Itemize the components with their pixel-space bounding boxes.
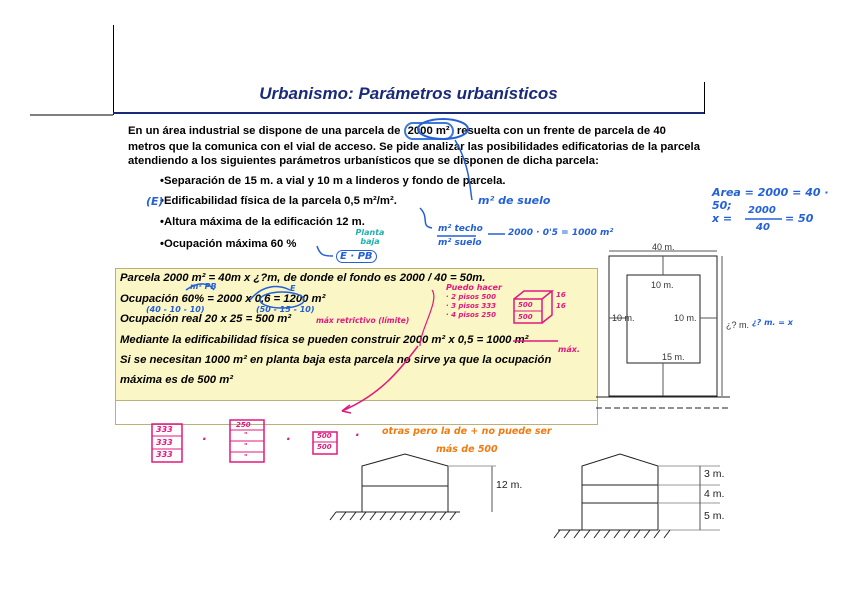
hw-stack1-a: 333 <box>156 425 173 434</box>
bullet-edificabilidad: •Edificabilidad física de la parcela 0,5 m²/m². <box>160 195 397 207</box>
hw-dot-3: · <box>355 428 360 442</box>
hw-x-numerator: 2000 <box>748 205 776 216</box>
hw-calc-40: (40 - 10 - 10) <box>146 305 205 314</box>
hw-stack2-a: 250 <box>236 421 251 429</box>
calc-line-ocupacion-real: Ocupación real 20 x 25 = 500 m² <box>120 313 292 325</box>
hw-x-denominator: 40 <box>756 222 770 233</box>
hw-area-formula: Area = 2000 = 40 · 50; <box>712 186 829 212</box>
hw-E-small: E <box>290 284 296 293</box>
elevation-left-building <box>362 454 448 512</box>
hw-m2-techo: m² techo <box>438 224 483 234</box>
elevation-right-floor-5m: 5 m. <box>704 510 725 522</box>
page-title: Urbanismo: Parámetros urbanísticos <box>259 84 558 103</box>
bullet-altura: •Altura máxima de la edificación 12 m. <box>160 216 365 228</box>
hw-stack1-b: 333 <box>156 438 173 447</box>
plan-label-left: 10 m. <box>612 313 635 323</box>
hw-dot-2: · <box>286 432 291 446</box>
hw-box-500b: 500 <box>518 313 533 321</box>
elevation-right-hatch <box>554 530 670 538</box>
calc-line-conclusion-2: máxima es de 500 m² <box>120 374 234 386</box>
calc-line-parcela: Parcela 2000 m² = 40m x ¿?m, de donde el fondo es 2000 / 40 = 50m. <box>120 272 486 284</box>
calc-line-conclusion-1: Si se necesitan 1000 m² en planta baja esta parcela no sirve ya que la ocupación <box>120 354 552 366</box>
hw-max-label: máx. <box>558 345 580 354</box>
hw-edif-calc: 2000 · 0'5 = 1000 m² <box>508 228 614 238</box>
hw-side-16a: 16 <box>556 291 566 299</box>
blue-area-circle <box>418 119 468 139</box>
hw-stack2-c: " <box>244 442 248 450</box>
hw-m2-suelo: m² de suelo <box>478 194 551 207</box>
hw-x-label: x = <box>712 212 733 225</box>
hw-max-retrictivo: máx retrictivo (límite) <box>316 316 410 325</box>
hw-calc-50: (50 - 15 - 10) <box>256 305 315 314</box>
bullet-ocupacion: •Ocupación máxima 60 % <box>160 238 297 250</box>
elevation-right-floor-3m: 3 m. <box>704 468 725 480</box>
hw-stack2-b: " <box>244 431 248 439</box>
hw-E-PB: E · PB <box>336 250 377 263</box>
parcel-area-highlight: 2000 m² <box>404 122 454 140</box>
bullet-separacion: •Separación de 15 m. a vial y 10 m a linderos y fondo de parcela. <box>160 175 506 187</box>
magenta-line-options <box>420 290 434 346</box>
calc-line-edificabilidad: Mediante la edificabilidad física se pueden construir 2000 m² x 0,5 = 1000 m² <box>120 334 529 346</box>
hw-stack2-d: " <box>244 453 248 461</box>
plan-label-inner-top: 10 m. <box>651 280 674 290</box>
magenta-arrow-down <box>342 346 418 411</box>
hw-option-2: · 3 pisos 333 <box>446 302 497 310</box>
hw-puedo-hacer: Puedo hacer <box>446 283 502 292</box>
hw-stack3-b: 500 <box>317 443 332 451</box>
hw-otras: otras pero la de + no puede ser <box>382 426 552 437</box>
hw-stack1-c: 333 <box>156 450 173 459</box>
blue-arrow-edif <box>420 208 432 228</box>
hw-box-500a: 500 <box>518 301 533 309</box>
hw-m2-pb: m² PB <box>190 282 217 291</box>
blue-arrow-area <box>455 140 472 200</box>
hw-x-equals: ¿? m. = x <box>752 318 793 327</box>
calc-line-ocupacion: Ocupación 60% = 2000 x 0,6 = 1200 m² <box>120 293 326 305</box>
hw-planta-baja: Planta baja <box>355 228 385 246</box>
blue-arrow-ocup <box>317 246 333 256</box>
hw-stack3-a: 500 <box>317 432 332 440</box>
hw-otras-2: más de 500 <box>436 444 498 455</box>
plan-label-bottom: 15 m. <box>662 352 685 362</box>
plan-label-top: 40 m. <box>652 242 675 252</box>
intro-text-after: resuelta con un frente de parcela de 40 metros que la comunica con el vial de acceso. Se pide analizar las posibilidades edificatorias de la parcela atendiendo a los siguientes parámetros urbanísticos que se disponen de dicha parcela: <box>128 125 700 167</box>
hw-option-3: · 4 pisos 250 <box>446 311 497 319</box>
hw-E-mark: (E) <box>146 195 164 208</box>
plan-label-side: ¿? m. <box>726 320 750 330</box>
elevation-left-height: 12 m. <box>496 479 523 491</box>
elevation-right-building <box>582 454 658 530</box>
elevation-right-floor-4m: 4 m. <box>704 488 725 500</box>
intro-text-before: En un área industrial se dispone de una parcela de <box>128 125 404 137</box>
hw-side-16b: 16 <box>556 302 566 310</box>
hw-x-result: = 50 <box>785 212 814 225</box>
plan-label-right: 10 m. <box>674 313 697 323</box>
hw-m2-suelo-frac: m² suelo <box>438 238 482 248</box>
hw-option-1: · 2 pisos 500 <box>446 293 497 301</box>
hw-dot-1: · <box>202 432 207 446</box>
elevation-left-hatch <box>330 512 456 520</box>
